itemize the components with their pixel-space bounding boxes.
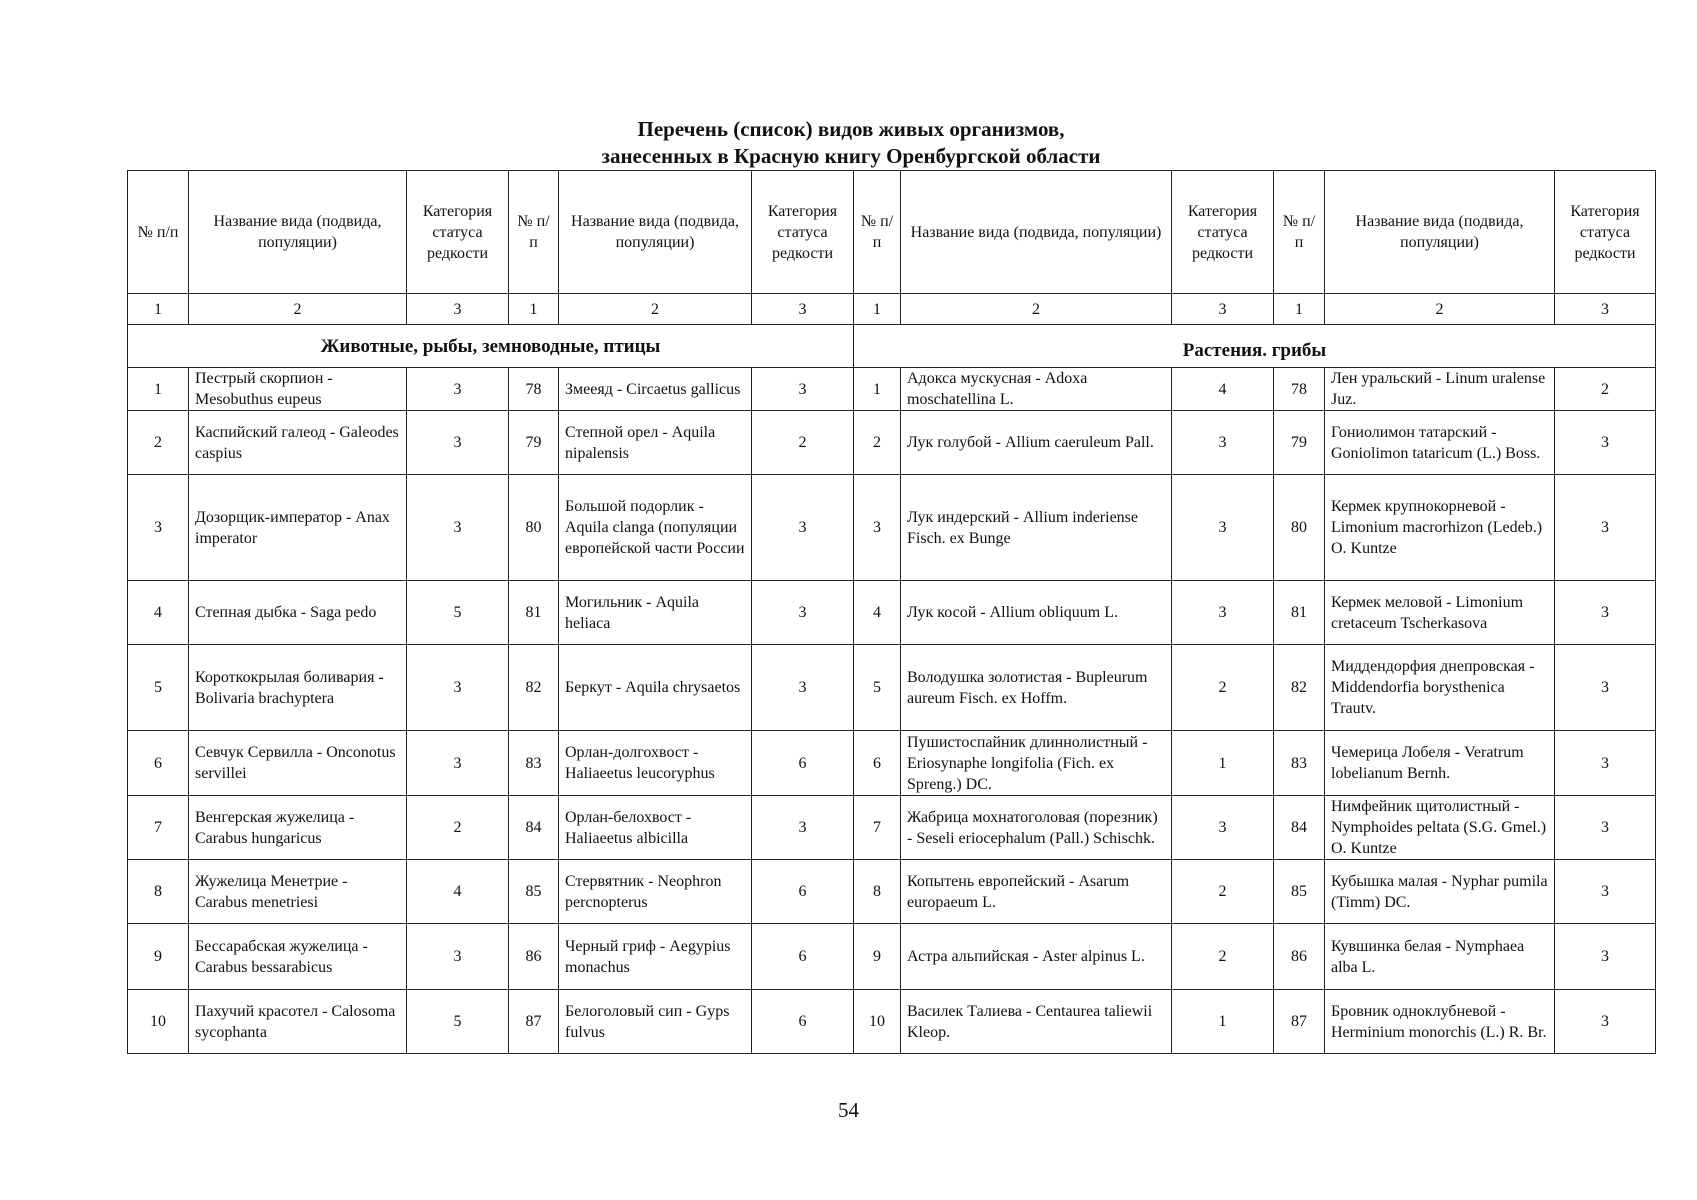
species-number: 83	[509, 731, 559, 796]
status-category: 3	[1172, 411, 1274, 475]
header-category: Категория статуса редкости	[407, 171, 509, 294]
species-number: 10	[854, 990, 901, 1054]
species-name: Большой подорлик - Aquila clanga (популяции европейской части России	[559, 475, 752, 581]
species-name: Володушка золотистая - Bupleurum aureum Fisch. ex Hoffm.	[901, 645, 1172, 731]
status-category: 3	[1555, 645, 1656, 731]
species-number: 78	[509, 368, 559, 411]
status-category: 4	[1172, 368, 1274, 411]
status-category: 3	[752, 368, 854, 411]
status-category: 3	[1555, 411, 1656, 475]
status-category: 5	[407, 990, 509, 1054]
species-name: Пушистоспайник длиннолистный - Eriosynaphe longifolia (Fich. ex Spreng.) DC.	[901, 731, 1172, 796]
species-name: Степная дыбка - Saga pedo	[189, 581, 407, 645]
column-number: 3	[752, 294, 854, 325]
table-row	[128, 581, 1656, 645]
title-line-1: Перечень (список) видов живых организмов,	[637, 117, 1065, 141]
species-number: 87	[1274, 990, 1325, 1054]
status-category: 2	[1172, 924, 1274, 990]
species-name: Орлан-долгохвост - Haliaeetus leucoryphus	[559, 731, 752, 796]
header-row	[128, 171, 1656, 294]
status-category: 3	[407, 368, 509, 411]
table-row	[128, 924, 1656, 990]
species-name: Лук индерский - Allium inderiense Fisch. ex Bunge	[901, 475, 1172, 581]
species-number: 5	[854, 645, 901, 731]
status-category: 3	[407, 645, 509, 731]
status-category: 3	[1555, 990, 1656, 1054]
header-no: № п/п	[854, 171, 901, 294]
species-name: Дозорщик-император - Anax imperator	[189, 475, 407, 581]
species-name: Степной орел - Aquila nipalensis	[559, 411, 752, 475]
species-name: Бровник одноклубневой - Herminium monorchis (L.) R. Br.	[1325, 990, 1555, 1054]
species-name: Астра альпийская - Aster alpinus L.	[901, 924, 1172, 990]
species-number: 86	[1274, 924, 1325, 990]
header-name: Название вида (подвида, популяции)	[1325, 171, 1555, 294]
species-name: Копытень европейский - Asarum europaeum L.	[901, 860, 1172, 924]
status-category: 3	[1555, 796, 1656, 860]
header-no: № п/п	[1274, 171, 1325, 294]
status-category: 6	[752, 860, 854, 924]
column-number: 1	[854, 294, 901, 325]
species-number: 7	[854, 796, 901, 860]
species-name: Адокса мускусная - Adoxa moschatellina L.	[901, 368, 1172, 411]
status-category: 6	[752, 990, 854, 1054]
species-number: 4	[128, 581, 189, 645]
species-name: Белоголовый сип - Gyps fulvus	[559, 990, 752, 1054]
species-number: 3	[854, 475, 901, 581]
species-number: 80	[509, 475, 559, 581]
species-number: 9	[854, 924, 901, 990]
status-category: 4	[407, 860, 509, 924]
species-number: 83	[1274, 731, 1325, 796]
section-animals: Животные, рыбы, земноводные, птицы	[128, 325, 854, 368]
page-number: 54	[838, 1098, 859, 1122]
species-number: 2	[128, 411, 189, 475]
status-category: 3	[1172, 581, 1274, 645]
species-number: 81	[509, 581, 559, 645]
species-number: 78	[1274, 368, 1325, 411]
species-name: Кубышка малая - Nyphar pumila (Timm) DC.	[1325, 860, 1555, 924]
status-category: 6	[752, 924, 854, 990]
column-number: 3	[1172, 294, 1274, 325]
species-name: Черный гриф - Aegypius monachus	[559, 924, 752, 990]
species-number: 8	[854, 860, 901, 924]
species-number: 3	[128, 475, 189, 581]
column-number-row	[128, 294, 1656, 325]
species-number: 1	[854, 368, 901, 411]
status-category: 3	[407, 731, 509, 796]
species-number: 5	[128, 645, 189, 731]
species-number: 82	[1274, 645, 1325, 731]
column-number: 2	[189, 294, 407, 325]
species-number: 8	[128, 860, 189, 924]
table-row	[128, 990, 1656, 1054]
column-number: 3	[407, 294, 509, 325]
header-name: Название вида (подвида, популяции)	[189, 171, 407, 294]
status-category: 2	[752, 411, 854, 475]
species-name: Лен уральский - Linum uralense Juz.	[1325, 368, 1555, 411]
species-name: Пестрый скорпион - Mesobuthus eupeus	[189, 368, 407, 411]
column-number: 2	[559, 294, 752, 325]
species-number: 1	[128, 368, 189, 411]
species-number: 84	[509, 796, 559, 860]
species-number: 87	[509, 990, 559, 1054]
species-name: Каспийский галеод - Galeodes caspius	[189, 411, 407, 475]
status-category: 3	[1555, 860, 1656, 924]
species-name: Гониолимон татарский - Goniolimon tataricum (L.) Boss.	[1325, 411, 1555, 475]
header-category: Категория статуса редкости	[752, 171, 854, 294]
species-number: 86	[509, 924, 559, 990]
table-row	[128, 731, 1656, 796]
species-number: 85	[509, 860, 559, 924]
status-category: 3	[1172, 796, 1274, 860]
status-category: 3	[1555, 731, 1656, 796]
species-table	[127, 170, 1656, 1054]
species-number: 6	[854, 731, 901, 796]
status-category: 6	[752, 731, 854, 796]
species-name: Орлан-белохвост - Haliaeetus albicilla	[559, 796, 752, 860]
status-category: 2	[1172, 645, 1274, 731]
species-number: 80	[1274, 475, 1325, 581]
species-name: Лук голубой - Allium caeruleum Pall.	[901, 411, 1172, 475]
status-category: 3	[407, 475, 509, 581]
species-name: Севчук Сервилла - Onconotus servillei	[189, 731, 407, 796]
column-number: 1	[1274, 294, 1325, 325]
species-number: 82	[509, 645, 559, 731]
status-category: 1	[1172, 731, 1274, 796]
species-number: 79	[509, 411, 559, 475]
species-name: Василек Талиева - Centaurea taliewii Kleop.	[901, 990, 1172, 1054]
document-title	[108, 116, 1594, 170]
table-row	[128, 796, 1656, 860]
species-name: Нимфейник щитолистный - Nymphoides peltata (S.G. Gmel.) O. Kuntze	[1325, 796, 1555, 860]
status-category: 3	[1555, 924, 1656, 990]
species-number: 81	[1274, 581, 1325, 645]
species-name: Стервятник - Neophron percnopterus	[559, 860, 752, 924]
column-number: 2	[901, 294, 1172, 325]
species-name: Жужелица Менетрие - Carabus menetriesi	[189, 860, 407, 924]
species-number: 4	[854, 581, 901, 645]
species-number: 2	[854, 411, 901, 475]
header-no: № п/п	[128, 171, 189, 294]
status-category: 3	[1555, 581, 1656, 645]
column-number: 1	[128, 294, 189, 325]
species-number: 6	[128, 731, 189, 796]
species-number: 7	[128, 796, 189, 860]
table-row	[128, 368, 1656, 411]
header-category: Категория статуса редкости	[1172, 171, 1274, 294]
status-category: 1	[1172, 990, 1274, 1054]
status-category: 2	[1172, 860, 1274, 924]
column-number: 1	[509, 294, 559, 325]
status-category: 3	[1555, 475, 1656, 581]
species-name: Кермек крупнокорневой - Limonium macrorhizon (Ledeb.) O. Kuntze	[1325, 475, 1555, 581]
species-name: Венгерская жужелица - Carabus hungaricus	[189, 796, 407, 860]
title-line-2: занесенных в Красную книгу Оренбургской области	[601, 144, 1101, 168]
header-no: № п/п	[509, 171, 559, 294]
species-number: 79	[1274, 411, 1325, 475]
species-name: Пахучий красотел - Calosoma sycophanta	[189, 990, 407, 1054]
status-category: 3	[407, 411, 509, 475]
species-name: Змееяд - Circaetus gallicus	[559, 368, 752, 411]
species-number: 10	[128, 990, 189, 1054]
species-name: Миддендорфия днепровская - Middendorfia borysthenica Trautv.	[1325, 645, 1555, 731]
table-row	[128, 411, 1656, 475]
table-row	[128, 645, 1656, 731]
status-category: 3	[752, 581, 854, 645]
status-category: 3	[1172, 475, 1274, 581]
species-name: Жабрица мохнатоголовая (порезник) - Seseli eriocephalum (Pall.) Schischk.	[901, 796, 1172, 860]
species-number: 84	[1274, 796, 1325, 860]
species-name: Могильник - Aquila heliaca	[559, 581, 752, 645]
species-name: Кувшинка белая - Nymphaea alba L.	[1325, 924, 1555, 990]
table-row	[128, 860, 1656, 924]
species-number: 85	[1274, 860, 1325, 924]
species-name: Беркут - Aquila chrysaetos	[559, 645, 752, 731]
column-number: 2	[1325, 294, 1555, 325]
species-name: Чемерица Лобеля - Veratrum lobelianum Bernh.	[1325, 731, 1555, 796]
status-category: 3	[752, 796, 854, 860]
status-category: 3	[752, 645, 854, 731]
status-category: 3	[752, 475, 854, 581]
header-category: Категория статуса редкости	[1555, 171, 1656, 294]
status-category: 3	[407, 924, 509, 990]
species-name: Бессарабская жужелица - Carabus bessarabicus	[189, 924, 407, 990]
section-plants: Растения. грибы	[854, 325, 1656, 368]
section-row	[128, 325, 1656, 368]
status-category: 5	[407, 581, 509, 645]
header-name: Название вида (подвида, популяции)	[559, 171, 752, 294]
species-name: Лук косой - Allium obliquum L.	[901, 581, 1172, 645]
species-number: 9	[128, 924, 189, 990]
status-category: 2	[407, 796, 509, 860]
species-name: Кермек меловой - Limonium cretaceum Tscherkasova	[1325, 581, 1555, 645]
species-name: Короткокрылая боливария - Bolivaria brachyptera	[189, 645, 407, 731]
status-category: 2	[1555, 368, 1656, 411]
table-row	[128, 475, 1656, 581]
header-name: Название вида (подвида, популяции)	[901, 171, 1172, 294]
column-number: 3	[1555, 294, 1656, 325]
